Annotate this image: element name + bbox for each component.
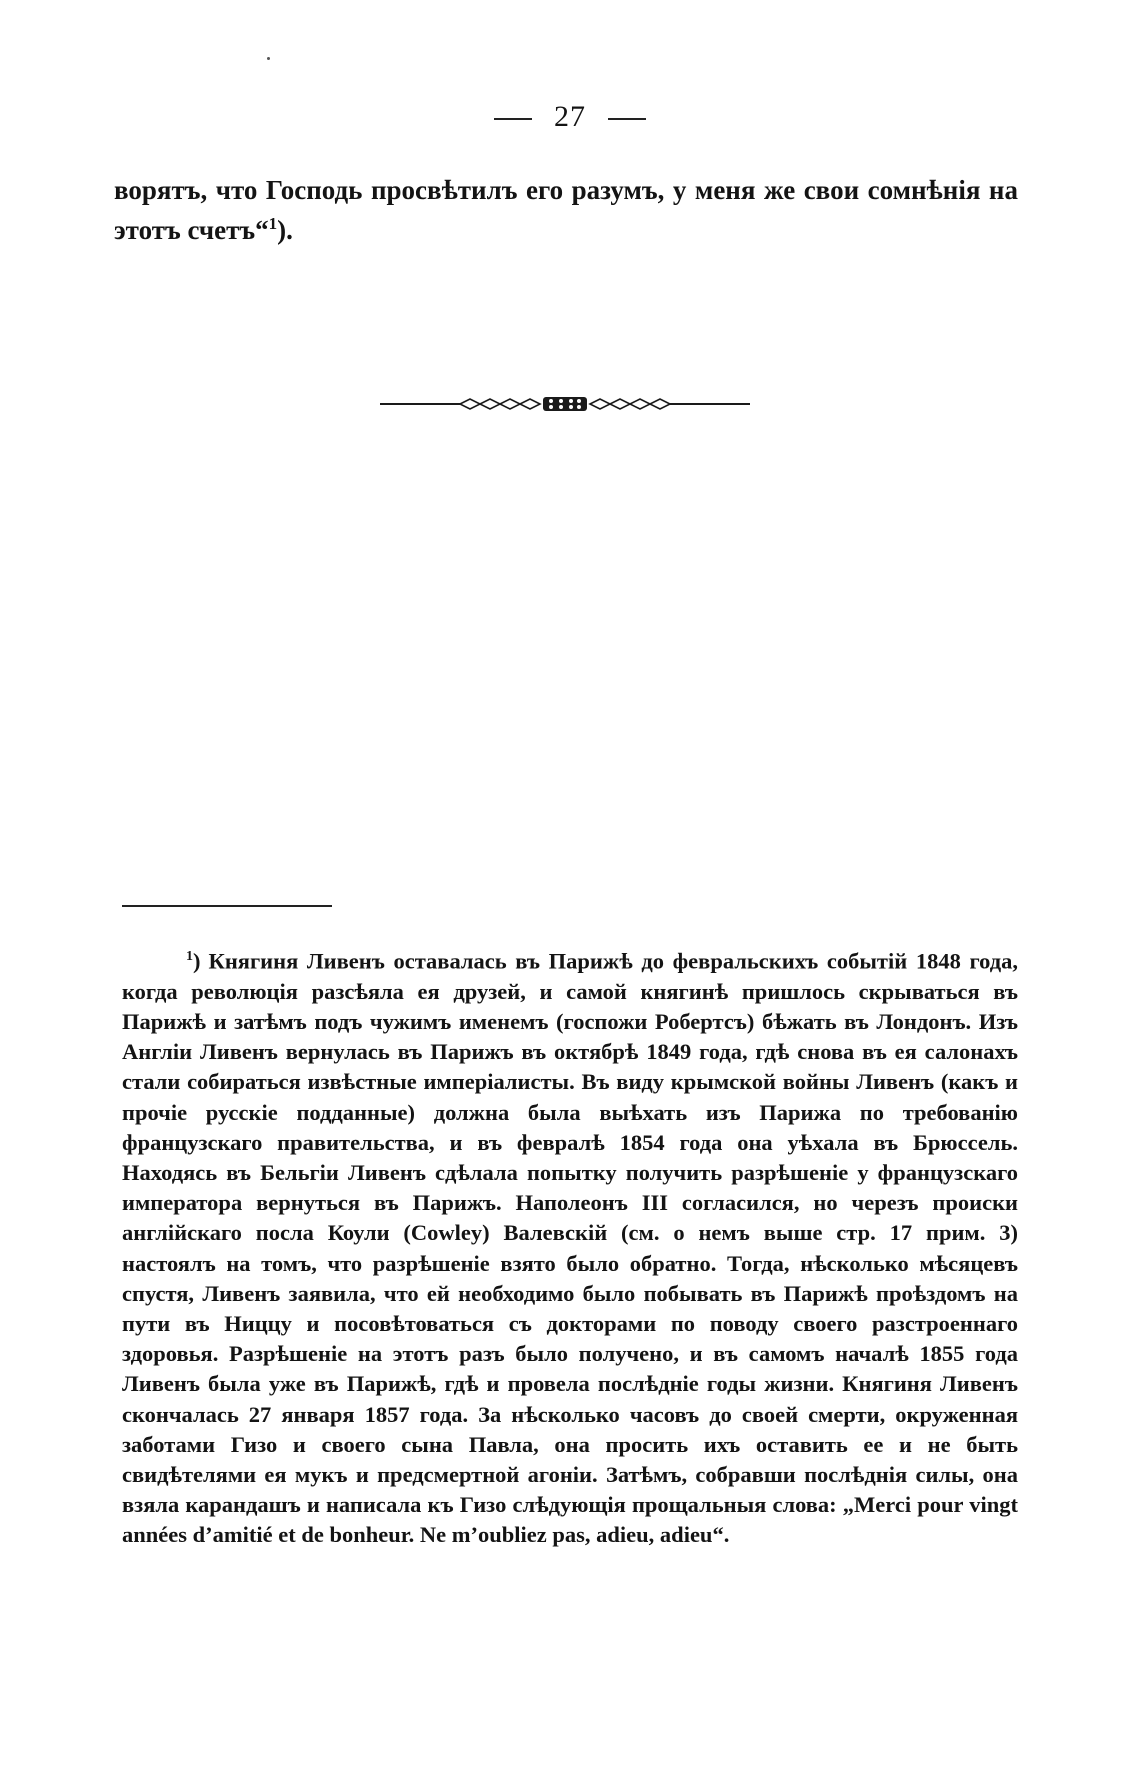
header-dash-right: [608, 118, 646, 120]
footnote-marker: $^1$): [186, 948, 201, 974]
main-text-tail: ).: [277, 215, 293, 245]
header-dash-left: [494, 118, 532, 120]
footnote-text: Княгиня Ливенъ оставалась въ Парижѣ до февральскихъ событій 1848 года, когда революція разсѣяла ея друзей, и самой княгинѣ пришлось скрываться въ Парижѣ и затѣмъ подъ чужимъ именемъ (госпожи Робертсъ) бѣжать въ Лондонъ. Изъ Англіи Ливенъ вернулась въ Парижъ въ октябрѣ 1849 года, гдѣ снова въ ея салонахъ стали собираться извѣстные имперіалисты. Въ виду крымской войны Ливенъ (какъ и прочіе русскіе подданные) должна была выѣхать изъ Парижа по требованію французскаго правительства, и въ февралѣ 1854 года она уѣхала въ Брюссель. Находясь въ Бельгіи Ливенъ сдѣлала попытку получить разрѣшеніе у французскаго императора вернуться въ Парижъ. Наполеонъ III согласился, но черезъ происки англійскаго посла Коули (Cowley) Валевскій (см. о немъ выше стр. 17 прим. 3) настоялъ на томъ, что разрѣшеніе взято было обратно. Тогда, нѣсколько мѣсяцевъ спустя, Ливенъ заявила, что ей необходимо было побывать въ Парижѣ проѣздомъ на пути въ Ниццу и посовѣтоваться съ докторами по поводу своего разстроеннаго здоровья. Разрѣшеніе на этотъ разъ было получено, и въ самомъ началѣ 1855 года Ливенъ была уже въ Парижѣ, гдѣ и провела послѣдніе годы жизни. Княгиня Ливенъ скончалась 27 января 1857 года. За нѣсколько часовъ до своей смерти, окруженная заботами Гизо и своего сына Павла, она просить ихъ оставить ее и не быть свидѣтелями ея мукъ и предсмертной агоніи. Затѣмъ, собравши послѣднія силы, она взяла карандашъ и написала къ Гизо слѣдующія прощальныя слова: „Merci pour vingt années d’amitié et de bonheur. Ne m’oubliez pas, adieu, adieu“.: [122, 948, 1018, 1548]
main-text: ворятъ, что Господь просвѣтилъ его разумъ, у меня же свои сомнѣнія на этотъ счетъ“: [114, 175, 1018, 245]
print-speck: [267, 57, 270, 60]
footnote: [122, 942, 1018, 1551]
page-number: 27: [554, 100, 586, 133]
main-text-paragraph: [114, 170, 1018, 250]
page-header: [0, 100, 1140, 134]
footnote-reference: 1: [268, 214, 278, 233]
section-divider-ornament: [380, 393, 750, 415]
footnote-marker-number: 1: [186, 949, 193, 964]
footnote-divider: [122, 905, 332, 907]
